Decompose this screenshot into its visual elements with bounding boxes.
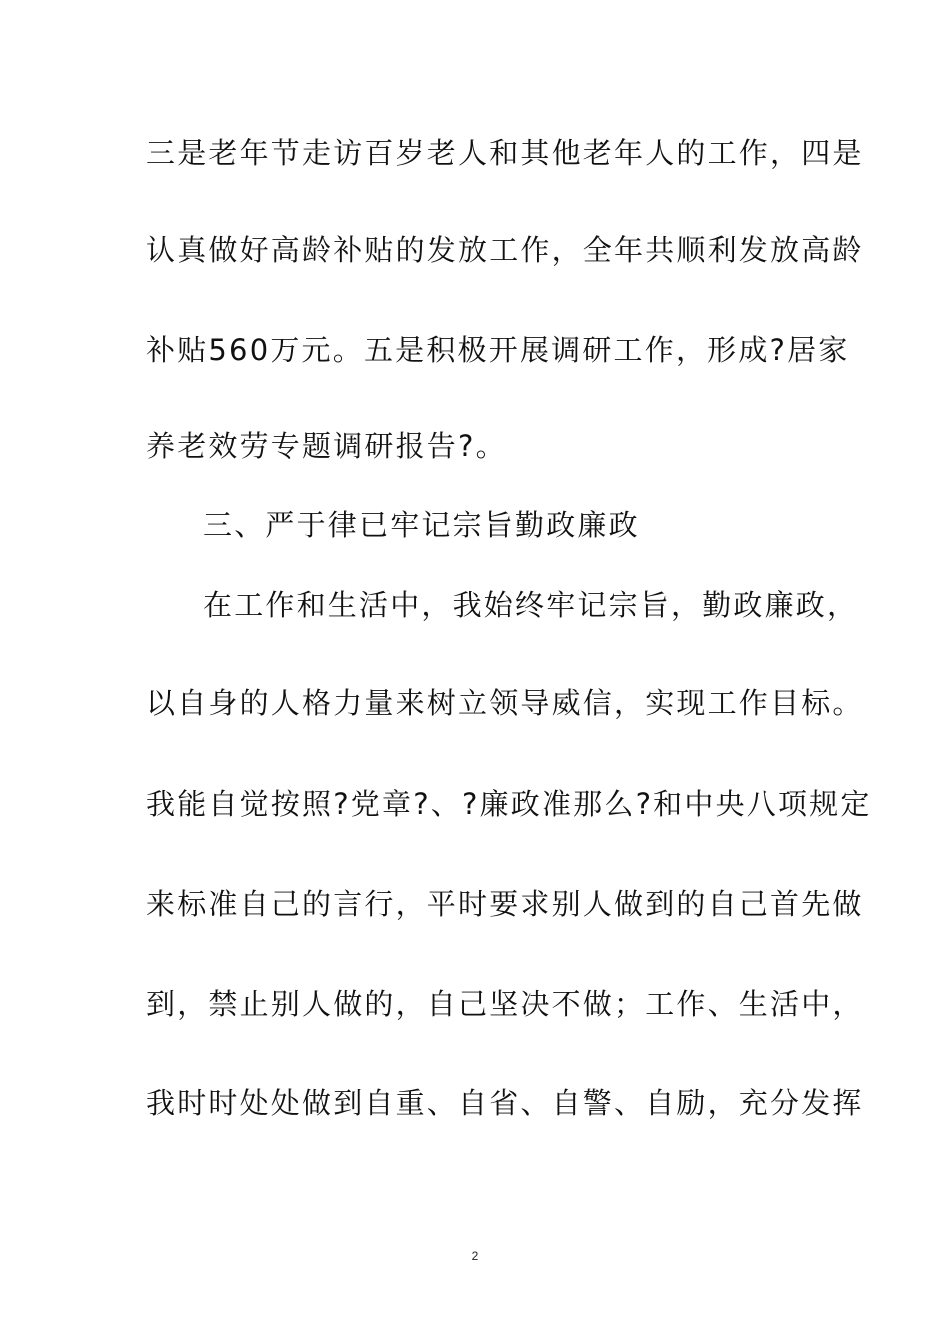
section-heading: 三、严于律已牢记宗旨勤政廉政 [203,508,640,542]
body-text-line: 三是老年节走访百岁老人和其他老年人的工作，四是 [146,136,864,170]
body-text-line: 补贴560万元。五是积极开展调研工作，形成?居家 [146,333,850,367]
body-text-line: 我能自觉按照?党章?、?廉政准那么?和中央八项规定 [146,787,872,821]
body-text-line: 我时时处处做到自重、自省、自警、自励，充分发挥 [146,1086,864,1120]
body-text-line: 养老效劳专题调研报告?。 [146,429,507,463]
body-text-line: 在工作和生活中，我始终牢记宗旨，勤政廉政， [203,588,859,622]
body-text-line: 以自身的人格力量来树立领导威信，实现工作目标。 [146,686,864,720]
body-text-line: 认真做好高龄补贴的发放工作，全年共顺利发放高龄 [146,233,864,267]
body-text-line: 到，禁止别人做的，自己坚决不做；工作、生活中， [146,987,864,1021]
page-number: 2 [471,1249,479,1263]
body-text-line: 来标准自己的言行，平时要求别人做到的自己首先做 [146,887,864,921]
